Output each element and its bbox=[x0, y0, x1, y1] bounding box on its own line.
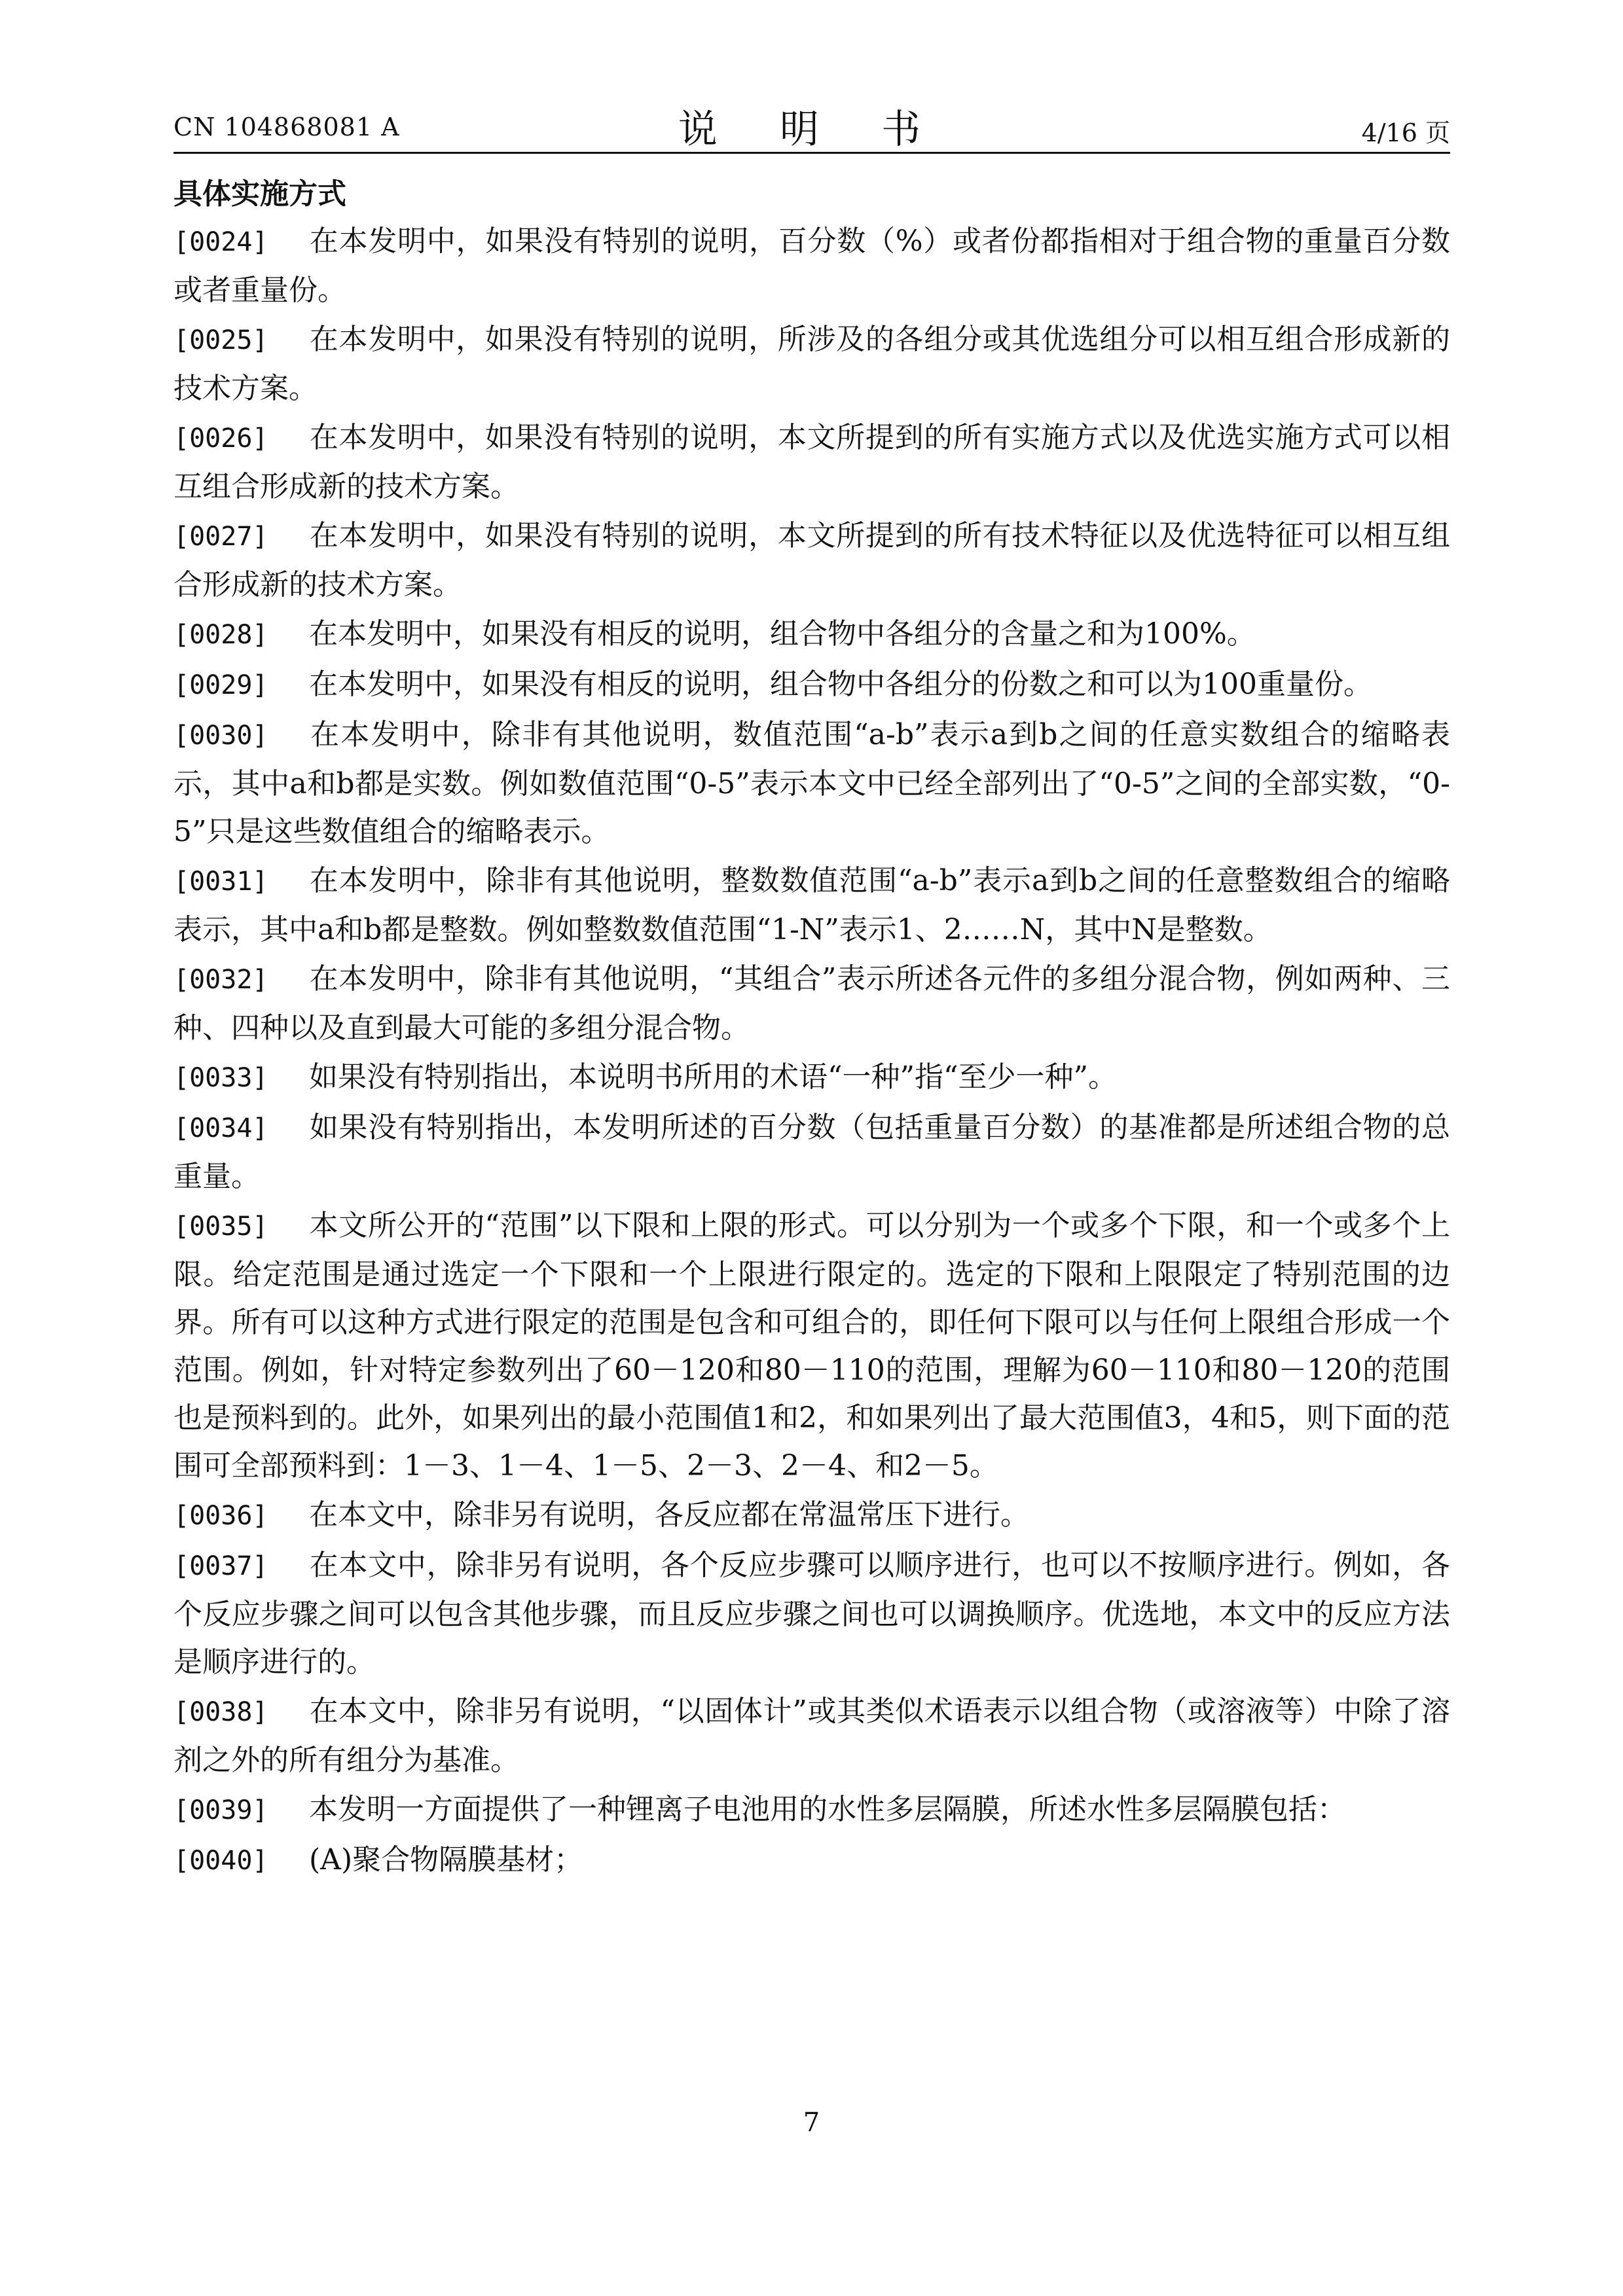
paragraph-text: 在本发明中，如果没有特别的说明，本文所提到的所有技术特征以及优选特征可以相互组合形成新的技术方案。 bbox=[173, 519, 1450, 601]
paragraph-number: [0026] bbox=[173, 423, 268, 454]
paragraph-number: [0028] bbox=[173, 620, 268, 650]
paragraph-number: [0037] bbox=[173, 1551, 268, 1581]
page-header bbox=[173, 98, 1450, 151]
paragraph-text: 在本发明中，如果没有相反的说明，组合物中各组分的份数之和可以为100重量份。 bbox=[309, 668, 1372, 701]
paragraph-text: 本文所公开的“范围”以下限和上限的形式。可以分别为一个或多个下限，和一个或多个上限。给定范围是通过选定一个下限和一个上限进行限定的。选定的下限和上限限定了特别范围的边界。所有可以这种方式进行限定的范围是包含和可组合的，即任何下限可以与任何上限组合形成一个范围。例如，针对特定参数列出了60－120和80－110的范围，理解为60－110和80－120的范围也是预料到的。此外，如果列出的最小范围值1和2，和如果列出了最大范围值3，4和5，则下面的范围可全部预料到：1－3、1－4、1－5、2－3、2－4、和2－5。 bbox=[173, 1209, 1450, 1482]
paragraph-text: 在本发明中，如果没有相反的说明，组合物中各组分的含量之和为100%。 bbox=[309, 617, 1256, 651]
paragraph-number: [0031] bbox=[173, 867, 268, 897]
paragraph bbox=[173, 857, 1450, 954]
paragraph-number: [0040] bbox=[173, 1846, 268, 1876]
paragraph-number: [0036] bbox=[173, 1501, 268, 1531]
section-title: 具体实施方式 bbox=[173, 177, 346, 211]
paragraph bbox=[173, 1541, 1450, 1686]
paragraph-text: 在本发明中，如果没有特别的说明，百分数（%）或者份都指相对于组合物的重量百分数或者重量份。 bbox=[173, 224, 1450, 307]
paragraph-number: [0029] bbox=[173, 670, 268, 700]
paragraph bbox=[173, 1785, 1450, 1835]
paragraph bbox=[173, 315, 1450, 412]
paragraph bbox=[173, 660, 1450, 709]
doc-type-title: 说 明 书 bbox=[678, 107, 946, 152]
paragraph-number: [0038] bbox=[173, 1697, 268, 1727]
paragraph-text: 如果没有特别指出，本说明书所用的术语“一种”指“至少一种”。 bbox=[309, 1060, 1117, 1094]
paragraph bbox=[173, 1202, 1450, 1490]
paragraph-number: [0027] bbox=[173, 522, 268, 552]
paragraph bbox=[173, 711, 1450, 855]
paragraph-text: 如果没有特别指出，本发明所述的百分数（包括重量百分数）的基准都是所述组合物的总重量。 bbox=[173, 1111, 1450, 1193]
paragraph bbox=[173, 955, 1450, 1052]
paragraph bbox=[173, 217, 1450, 314]
paragraph bbox=[173, 1687, 1450, 1784]
doc-number: CN 104868081 A bbox=[173, 113, 400, 141]
paragraph-text: 在本文中，除非另有说明，各反应都在常温常压下进行。 bbox=[309, 1498, 1029, 1532]
paragraph-number: [0032] bbox=[173, 965, 268, 995]
paragraph-text: 在本发明中，如果没有特别的说明，本文所提到的所有实施方式以及优选实施方式可以相互组合形成新的技术方案。 bbox=[173, 421, 1450, 503]
paragraph bbox=[173, 1491, 1450, 1540]
paragraph-number: [0039] bbox=[173, 1795, 268, 1825]
page-number: 7 bbox=[803, 2108, 820, 2138]
paragraph bbox=[173, 414, 1450, 511]
paragraph bbox=[173, 610, 1450, 659]
paragraph-text: 在本文中，除非另有说明，“以固体计”或其类似术语表示以组合物（或溶液等）中除了溶剂之外的所有组分为基准。 bbox=[173, 1695, 1450, 1777]
paragraph-text: 在本发明中，除非有其他说明，整数数值范围“a-b”表示a到b之间的任意整数组合的缩略表示，其中a和b都是整数。例如整数数值范围“1-N”表示1、2……N，其中N是整数。 bbox=[173, 864, 1450, 946]
page-of-total: 4/16 页 bbox=[1361, 118, 1450, 147]
paragraph-text: (A)聚合物隔膜基材； bbox=[309, 1843, 583, 1876]
paragraph-number: [0034] bbox=[173, 1113, 268, 1143]
paragraph-text: 在本发明中，如果没有特别的说明，所涉及的各组分或其优选组分可以相互组合形成新的技术方案。 bbox=[173, 323, 1450, 405]
paragraph bbox=[173, 1103, 1450, 1200]
paragraph-number: [0035] bbox=[173, 1211, 268, 1242]
paragraph-number: [0025] bbox=[173, 325, 268, 355]
paragraph bbox=[173, 1836, 1450, 1885]
paragraph bbox=[173, 1053, 1450, 1102]
paragraph bbox=[173, 512, 1450, 609]
paragraph-number: [0033] bbox=[173, 1063, 268, 1093]
paragraph-text: 在本发明中，除非有其他说明，“其组合”表示所述各元件的多组分混合物，例如两种、三种、四种以及直到最大可能的多组分混合物。 bbox=[173, 962, 1450, 1045]
paragraph-text: 本发明一方面提供了一种锂离子电池用的水性多层隔膜，所述水性多层隔膜包括： bbox=[309, 1793, 1346, 1826]
document-body bbox=[173, 171, 1450, 1886]
paragraph-text: 在本发明中，除非有其他说明，数值范围“a-b”表示a到b之间的任意实数组合的缩略表示，其中a和b都是实数。例如数值范围“0-5”表示本文中已经全部列出了“0-5”之间的全部实数，“0-5”只是这些数值组合的缩略表示。 bbox=[173, 718, 1450, 848]
header-rule bbox=[173, 152, 1450, 154]
paragraph-number: [0030] bbox=[173, 721, 268, 751]
paragraph-text: 在本文中，除非另有说明，各个反应步骤可以顺序进行，也可以不按顺序进行。例如，各个反应步骤之间可以包含其他步骤，而且反应步骤之间也可以调换顺序。优选地，本文中的反应方法是顺序进行的。 bbox=[173, 1549, 1450, 1679]
paragraph-number: [0024] bbox=[173, 227, 268, 257]
